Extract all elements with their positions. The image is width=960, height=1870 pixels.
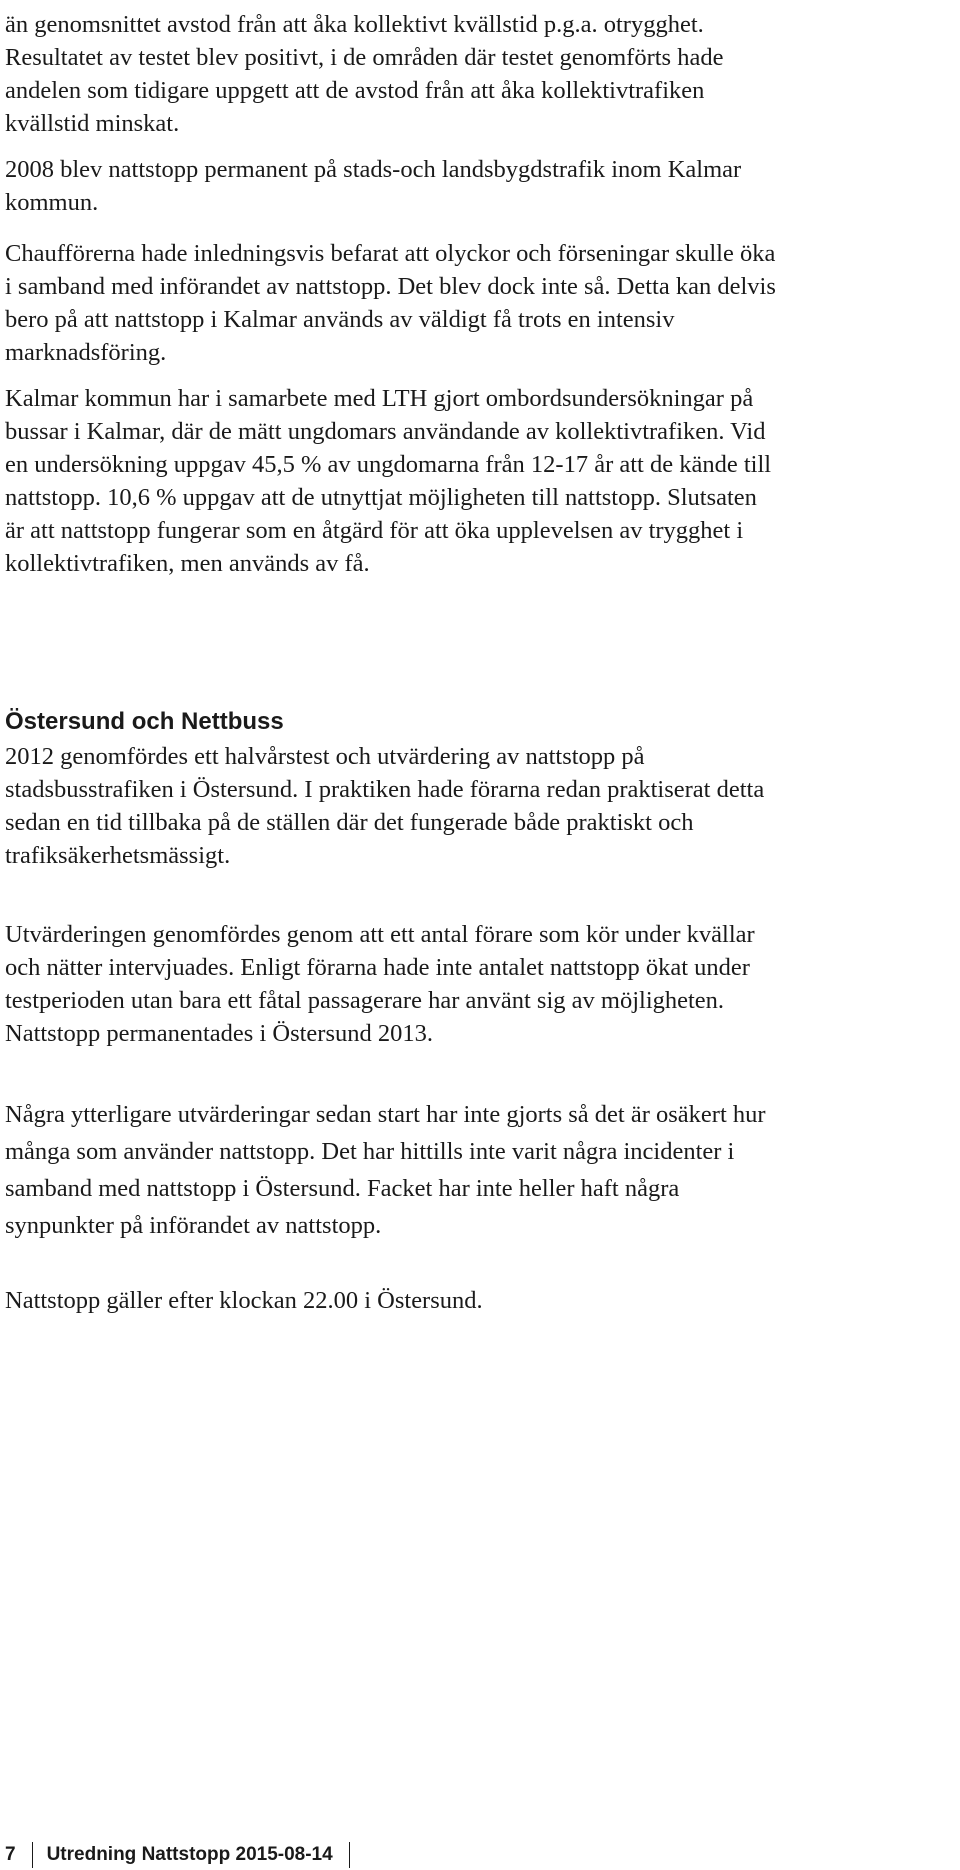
text-line: är att nattstopp fungerar som en åtgärd för att öka upplevelsen av trygghet i: [5, 517, 744, 544]
text-line: Chaufförerna hade inledningsvis befarat att olyckor och förseningar skulle öka: [5, 240, 776, 267]
text-line: 2012 genomfördes ett halvårstest och utvärdering av nattstopp på: [5, 743, 645, 770]
text-line: än genomsnittet avstod från att åka kollektivt kvällstid p.g.a. otrygghet.: [5, 11, 704, 38]
text-line: Resultatet av testet blev positivt, i de områden där testet genomförts hade: [5, 44, 724, 71]
text-line: kommun.: [5, 189, 99, 216]
text-line: testperioden utan bara ett fåtal passagerare har använt sig av möjligheten.: [5, 987, 725, 1014]
text-line: bussar i Kalmar, där de mätt ungdomars användande av kollektivtrafiken. Vid: [5, 418, 766, 445]
page-number: 7: [5, 1844, 16, 1865]
paragraph-kalmar-test-result: [5, 8, 935, 140]
text-line: kollektivtrafiken, men används av få.: [5, 550, 370, 577]
text-line: Kalmar kommun har i samarbete med LTH gjort ombordsundersökningar på: [5, 385, 754, 412]
paragraph-kalmar-survey: [5, 382, 935, 580]
text-line: i samband med införandet av nattstopp. Det blev dock inte så. Detta kan delvis: [5, 273, 776, 300]
text-line: Några ytterligare utvärderingar sedan start har inte gjorts så det är osäkert hur: [5, 1101, 766, 1128]
paragraph-ostersund-test: [5, 740, 935, 872]
paragraph-ostersund-time: [5, 1284, 935, 1317]
footer-divider: [349, 1842, 350, 1868]
text-line: en undersökning uppgav 45,5 % av ungdomarna från 12-17 år att de kände till: [5, 451, 772, 478]
text-line: Nattstopp gäller efter klockan 22.00 i Östersund.: [5, 1287, 483, 1314]
text-line: många som använder nattstopp. Det har hittills inte varit några incidenter i: [5, 1138, 735, 1165]
text-line: 2008 blev nattstopp permanent på stads-och landsbygdstrafik inom Kalmar: [5, 156, 742, 183]
paragraph-ostersund-followup: [5, 1096, 935, 1244]
text-line: nattstopp. 10,6 % uppgav att de utnyttjat möjligheten till nattstopp. Slutsaten: [5, 484, 757, 511]
text-line: marknadsföring.: [5, 339, 167, 366]
page-footer: [5, 1840, 350, 1870]
text-line: samband med nattstopp i Östersund. Facket har inte heller haft några: [5, 1175, 680, 1202]
text-line: och nätter intervjuades. Enligt förarna hade inte antalet nattstopp ökat under: [5, 954, 750, 981]
paragraph-kalmar-2008: [5, 153, 935, 219]
paragraph-ostersund-evaluation: [5, 918, 935, 1050]
paragraph-kalmar-drivers: [5, 237, 935, 369]
footer-divider: [32, 1842, 33, 1868]
text-line: kvällstid minskat.: [5, 110, 180, 137]
text-line: Utvärderingen genomfördes genom att ett antal förare som kör under kvällar: [5, 921, 755, 948]
text-line: bero på att nattstopp i Kalmar används av väldigt få trots en intensiv: [5, 306, 675, 333]
section-heading: Östersund och Nettbuss: [5, 708, 284, 735]
text-line: sedan en tid tillbaka på de ställen där det fungerade både praktiskt och: [5, 809, 694, 836]
text-line: andelen som tidigare uppgett att de avstod från att åka kollektivtrafiken: [5, 77, 705, 104]
text-line: trafiksäkerhetsmässigt.: [5, 842, 231, 869]
text-line: stadsbusstrafiken i Östersund. I praktiken hade förarna redan praktiserat detta: [5, 776, 765, 803]
text-line: Nattstopp permanentades i Östersund 2013.: [5, 1020, 433, 1047]
footer-title: Utredning Nattstopp 2015-08-14: [46, 1844, 333, 1865]
text-line: synpunkter på införandet av nattstopp.: [5, 1212, 382, 1239]
